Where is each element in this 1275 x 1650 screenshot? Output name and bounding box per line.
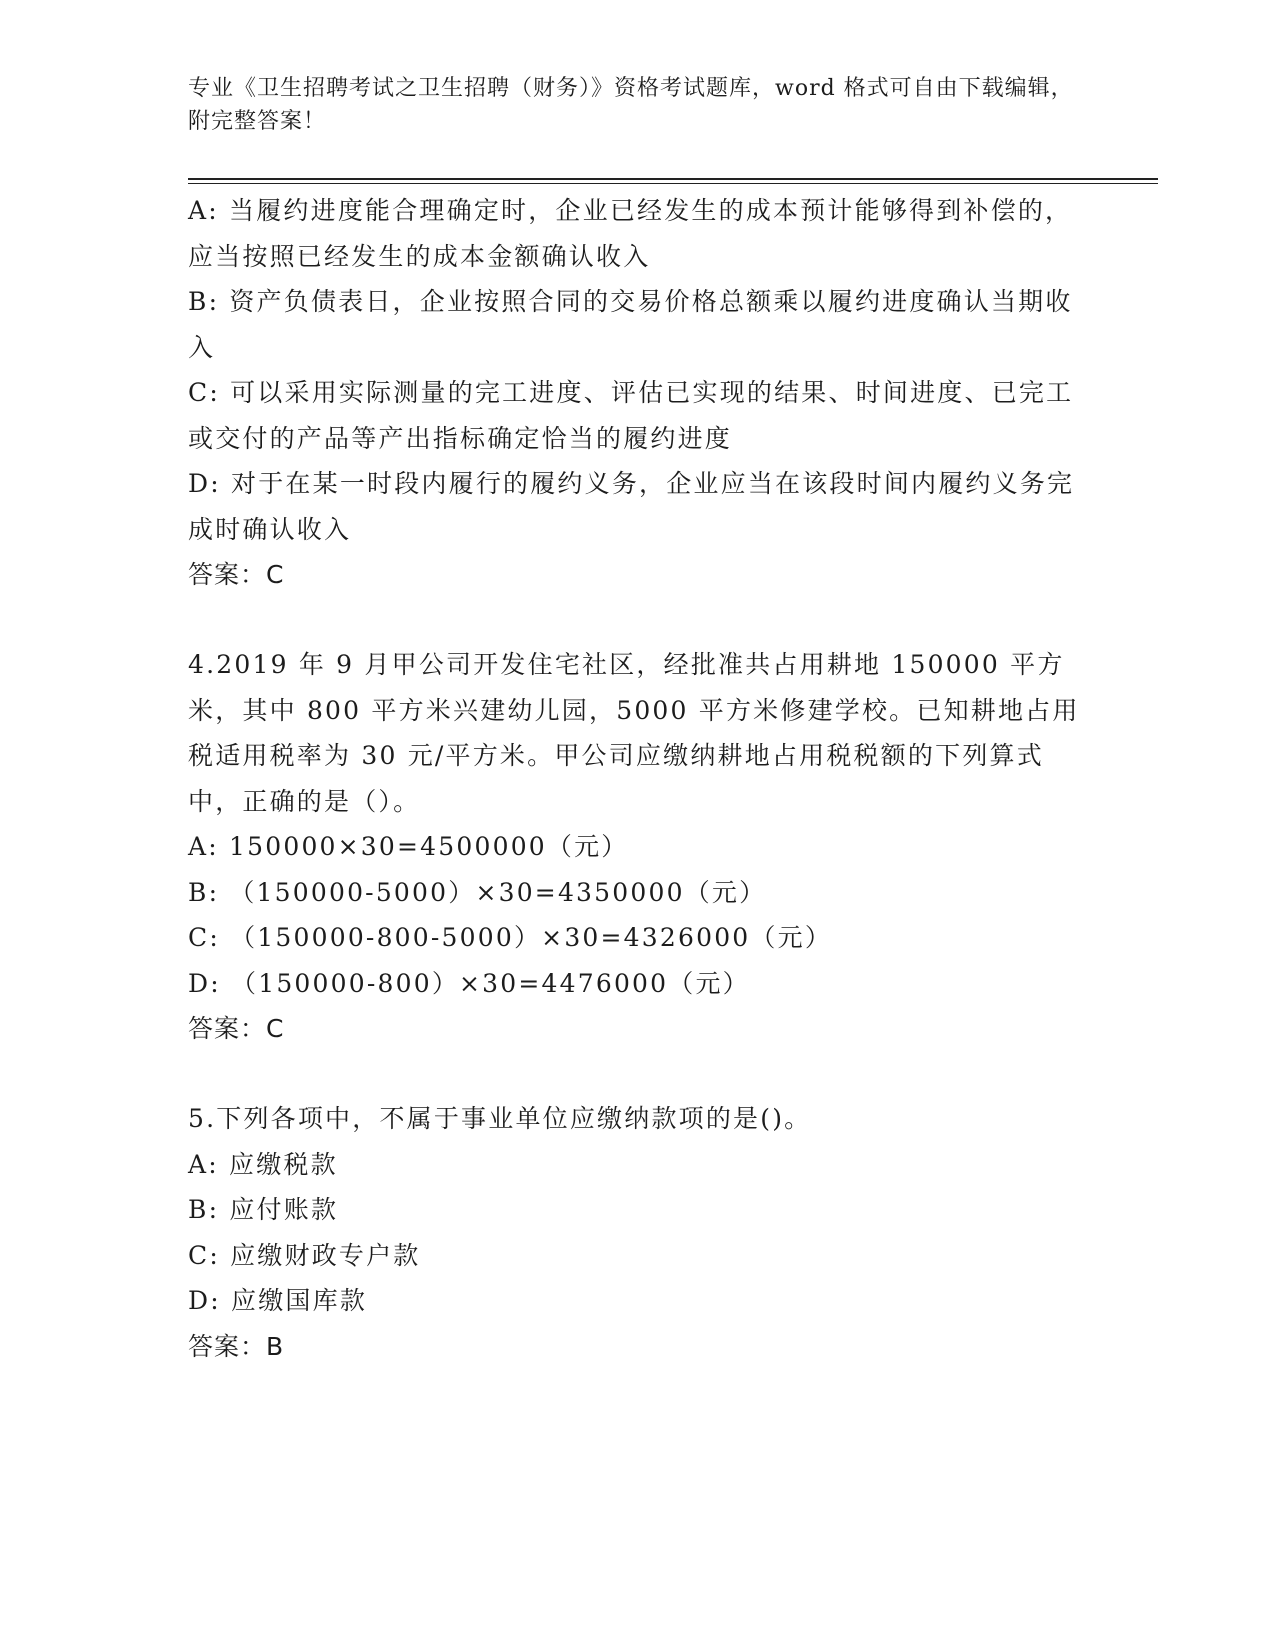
question-5-option-c: C: 应缴财政专户款	[188, 1240, 421, 1270]
question-3-option-a: A: 当履约进度能合理确定时，企业已经发生的成本预计能够得到补偿的，应当按照已经发生的成本金额确认收入	[188, 196, 1073, 271]
question-5-option-a: A: 应缴税款	[188, 1149, 338, 1179]
question-3-option-c: C: 可以采用实际测量的完工进度、评估已实现的结果、时间进度、已完工或交付的产品等产出指标确定恰当的履约进度	[188, 378, 1074, 453]
question-4-option-d: D: （150000-800）×30=4476000（元）	[188, 968, 750, 998]
question-4-answer: 答案：C	[188, 1014, 285, 1043]
question-5-answer: 答案：B	[188, 1331, 285, 1361]
question-4-stem: 4.2019 年 9 月甲公司开发住宅社区，经批准共占用耕地 150000 平方米，其中 800 平方米兴建幼儿园，5000 平方米修建学校。已知耕地占用税适用税率为 30 元/平方米。甲公司应缴纳耕地占用税税额的下列算式中，正确的是（）。	[188, 650, 1080, 816]
question-5-block	[188, 1096, 1088, 1370]
header-rule-thick	[188, 178, 1158, 180]
question-4-option-b: B: （150000-5000）×30=4350000（元）	[188, 877, 767, 907]
spacer	[188, 1052, 1088, 1096]
question-5-option-b: B: 应付账款	[188, 1195, 339, 1224]
question-3-option-b: B: 资产负债表日，企业按照合同的交易价格总额乘以履约进度确认当期收入	[188, 287, 1073, 362]
question-5-stem: 5.下列各项中，不属于事业单位应缴纳款项的是()。	[188, 1104, 812, 1133]
header-rule-thin	[188, 183, 1158, 184]
question-4-option-a: A: 150000×30=4500000（元）	[188, 832, 629, 861]
question-4-block	[188, 642, 1088, 1052]
question-3-answer: 答案：C	[188, 560, 285, 589]
question-3-option-d: D: 对于在某一时段内履行的履约义务，企业应当在该段时间内履约义务完成时确认收入	[188, 469, 1075, 544]
question-content	[188, 188, 1088, 1370]
question-4-option-c: C: （150000-800-5000）×30=4326000（元）	[188, 923, 833, 952]
question-5-option-d: D: 应缴国库款	[188, 1286, 368, 1315]
question-3-block	[188, 188, 1088, 598]
spacer	[188, 598, 1088, 642]
document-header: 专业《卫生招聘考试之卫生招聘（财务）》资格考试题库，word 格式可自由下载编辑，附完整答案！	[188, 76, 1074, 134]
